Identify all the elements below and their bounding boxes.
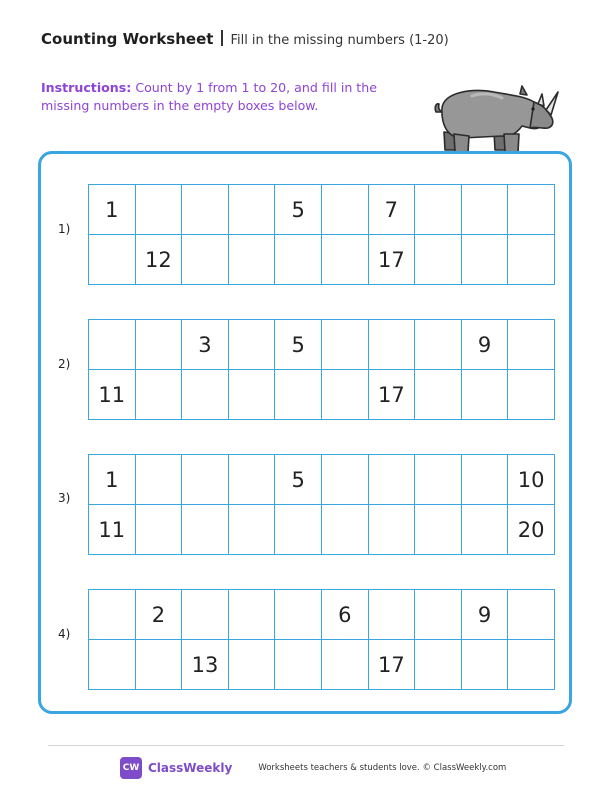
number-box[interactable]: [321, 235, 368, 285]
number-box[interactable]: 17: [368, 640, 415, 690]
number-box[interactable]: [182, 505, 229, 555]
number-box[interactable]: [228, 505, 275, 555]
number-box[interactable]: 5: [275, 320, 322, 370]
number-box[interactable]: [228, 455, 275, 505]
number-box[interactable]: [461, 235, 508, 285]
number-box[interactable]: [508, 320, 555, 370]
number-box[interactable]: [89, 320, 136, 370]
problem-3-label: 3): [58, 491, 71, 505]
problem-2-label: 2): [58, 357, 71, 371]
problem-4-grid: [88, 589, 555, 690]
number-box[interactable]: [415, 505, 462, 555]
number-box[interactable]: [415, 185, 462, 235]
number-box[interactable]: [461, 370, 508, 420]
number-box[interactable]: [228, 590, 275, 640]
worksheet-header: [41, 29, 449, 48]
number-box[interactable]: [415, 235, 462, 285]
number-box[interactable]: [182, 455, 229, 505]
footer-tagline: Worksheets teachers & students love. © ClassWeekly.com: [258, 763, 507, 773]
number-box[interactable]: [415, 640, 462, 690]
grid-row: [89, 370, 555, 420]
number-box[interactable]: [508, 640, 555, 690]
number-box[interactable]: 1: [89, 185, 136, 235]
number-box[interactable]: [321, 640, 368, 690]
grid-row: [89, 185, 555, 235]
number-box[interactable]: 11: [89, 505, 136, 555]
number-box[interactable]: [368, 590, 415, 640]
number-box[interactable]: [182, 370, 229, 420]
number-box[interactable]: [89, 235, 136, 285]
number-box[interactable]: [275, 235, 322, 285]
number-box[interactable]: [228, 235, 275, 285]
number-box[interactable]: 5: [275, 455, 322, 505]
grid-row: [89, 455, 555, 505]
grid-row: [89, 505, 555, 555]
number-box[interactable]: [89, 640, 136, 690]
number-box[interactable]: [228, 370, 275, 420]
number-box[interactable]: [135, 370, 182, 420]
number-box[interactable]: [135, 185, 182, 235]
number-box[interactable]: 5: [275, 185, 322, 235]
number-box[interactable]: 7: [368, 185, 415, 235]
worksheet-title: Counting Worksheet: [41, 30, 214, 48]
number-box[interactable]: [89, 590, 136, 640]
number-box[interactable]: [135, 320, 182, 370]
footer: [120, 756, 506, 780]
title-separator: [221, 30, 223, 46]
number-box[interactable]: [508, 370, 555, 420]
number-box[interactable]: [135, 505, 182, 555]
number-box[interactable]: [228, 185, 275, 235]
grid-row: [89, 640, 555, 690]
number-box[interactable]: [415, 455, 462, 505]
problem-2-grid: [88, 319, 555, 420]
number-box[interactable]: 6: [321, 590, 368, 640]
number-box[interactable]: [182, 235, 229, 285]
number-box[interactable]: 11: [89, 370, 136, 420]
classweekly-logo-icon: CW: [120, 757, 142, 779]
number-box[interactable]: [321, 185, 368, 235]
number-box[interactable]: 2: [135, 590, 182, 640]
number-box[interactable]: [135, 455, 182, 505]
number-box[interactable]: 9: [461, 590, 508, 640]
number-box[interactable]: [182, 185, 229, 235]
number-box[interactable]: [461, 455, 508, 505]
number-box[interactable]: 3: [182, 320, 229, 370]
number-box[interactable]: [275, 505, 322, 555]
number-box[interactable]: [508, 235, 555, 285]
grid-row: [89, 320, 555, 370]
number-box[interactable]: [275, 640, 322, 690]
number-box[interactable]: [321, 505, 368, 555]
number-box[interactable]: [508, 590, 555, 640]
rhino-illustration: [432, 82, 562, 156]
number-box[interactable]: [508, 185, 555, 235]
instructions-label: Instructions:: [41, 80, 132, 95]
number-box[interactable]: [321, 455, 368, 505]
number-box[interactable]: [461, 185, 508, 235]
number-box[interactable]: [368, 455, 415, 505]
problem-1-label: 1): [58, 222, 71, 236]
number-box[interactable]: 12: [135, 235, 182, 285]
number-box[interactable]: [415, 370, 462, 420]
number-box[interactable]: 9: [461, 320, 508, 370]
problem-4-label: 4): [58, 627, 71, 641]
grid-row: [89, 235, 555, 285]
grid-row: [89, 590, 555, 640]
number-box[interactable]: [461, 505, 508, 555]
number-box[interactable]: [415, 590, 462, 640]
number-box[interactable]: 1: [89, 455, 136, 505]
number-box[interactable]: [182, 590, 229, 640]
number-box[interactable]: [321, 320, 368, 370]
brand-name: ClassWeekly: [148, 761, 233, 775]
number-box[interactable]: [275, 370, 322, 420]
footer-divider: [48, 745, 564, 746]
instructions-text: Count by 1 from 1 to 20, and fill in the missing numbers in the empty boxes below.: [41, 80, 377, 113]
number-box[interactable]: [368, 505, 415, 555]
number-box[interactable]: [228, 320, 275, 370]
number-box[interactable]: 13: [182, 640, 229, 690]
number-box[interactable]: [135, 640, 182, 690]
number-box[interactable]: [275, 590, 322, 640]
number-box[interactable]: [461, 640, 508, 690]
problem-1-grid: [88, 184, 555, 285]
number-box[interactable]: [228, 640, 275, 690]
number-box[interactable]: [415, 320, 462, 370]
worksheet-subtitle: Fill in the missing numbers (1-20): [230, 33, 449, 48]
number-box[interactable]: 20: [508, 505, 555, 555]
instructions: [41, 79, 381, 115]
problem-3-grid: [88, 454, 555, 555]
number-box[interactable]: 17: [368, 370, 415, 420]
number-box[interactable]: [321, 370, 368, 420]
number-box[interactable]: 10: [508, 455, 555, 505]
number-box[interactable]: [368, 320, 415, 370]
number-box[interactable]: 17: [368, 235, 415, 285]
